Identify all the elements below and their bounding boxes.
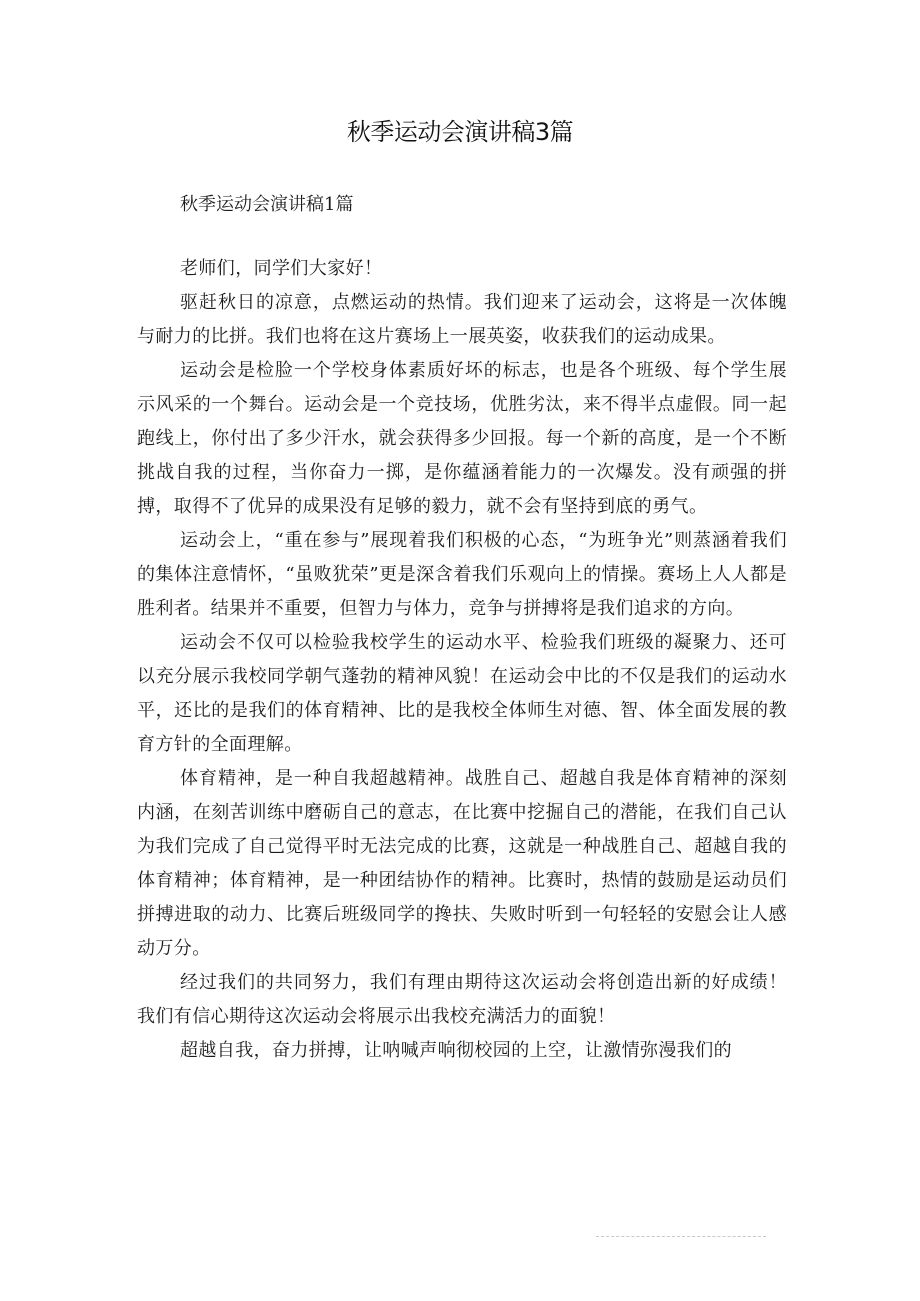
document-subtitle: 秋季运动会演讲稿1篇 <box>180 194 354 215</box>
paragraph: 运动会不仅可以检验我校学生的运动水平、检验我们班级的凝聚力、还可以充分展示我校同学朝气蓬勃的精神风貌！在运动会中比的不仅是我们的运动水平，还比的是我们的体育精神、比的是我校全体师生对德、智、体全面发展的教育方针的全面理解。 <box>137 632 787 755</box>
paragraph: 运动会上，“重在参与”展现着我们积极的心态，“为班争光”则蒸涵着我们的集体注意情怀，“虽败犹荣”更是深含着我们乐观向上的情操。赛场上人人都是胜利者。结果并不重要，但智力与体力，竞争与拼搏将是我们追求的方向。 <box>137 530 787 619</box>
paragraph: 驱赶秋日的凉意，点燃运动的热情。我们迎来了运动会，这将是一次体魄与耐力的比拼。我们也将在这片赛场上一展英姿，收获我们的运动成果。 <box>137 292 787 347</box>
paragraph: 运动会是检脸一个学校身体素质好坏的标志，也是各个班级、每个学生展示风采的一个舞台。运动会是一个竞技场，优胜劣汰，来不得半点虚假。同一起跑线上，你付出了多少汗水，就会获得多少回报。每一个新的高度，是一个不断挑战自我的过程，当你奋力一掷，是你蕴涵着能力的一次爆发。没有顽强的拼搏，取得不了优异的成果没有足够的毅力，就不会有坚持到底的勇气。 <box>137 360 787 517</box>
paragraph: 体育精神，是一种自我超越精神。战胜自己、超越自我是体育精神的深刻内涵，在刻苦训练中磨砺自己的意志，在比赛中挖掘自己的潜能，在我们自己认为我们完成了自己觉得平时无法完成的比赛，这就是一种战胜自己、超越自我的体育精神；体育精神，是一种团结协作的精神。比赛时，热情的鼓励是运动员们拼搏进取的动力、比赛后班级同学的搀扶、失败时听到一句轻轻的安慰会让人感动万分。 <box>137 768 787 959</box>
footer-divider <box>596 1236 766 1237</box>
document-title: 秋季运动会演讲稿3篇 <box>346 118 574 146</box>
paragraph-greeting: 老师们，同学们大家好！ <box>180 258 383 279</box>
paragraph: 经过我们的共同努力，我们有理由期待这次运动会将创造出新的好成绩！我们有信心期待这次运动会将展示出我校充满活力的面貌！ <box>137 972 787 1027</box>
paragraph: 超越自我，奋力拼搏，让呐喊声响彻校园的上空，让激情弥漫我们的 <box>180 1040 732 1061</box>
document-body <box>137 252 787 1068</box>
